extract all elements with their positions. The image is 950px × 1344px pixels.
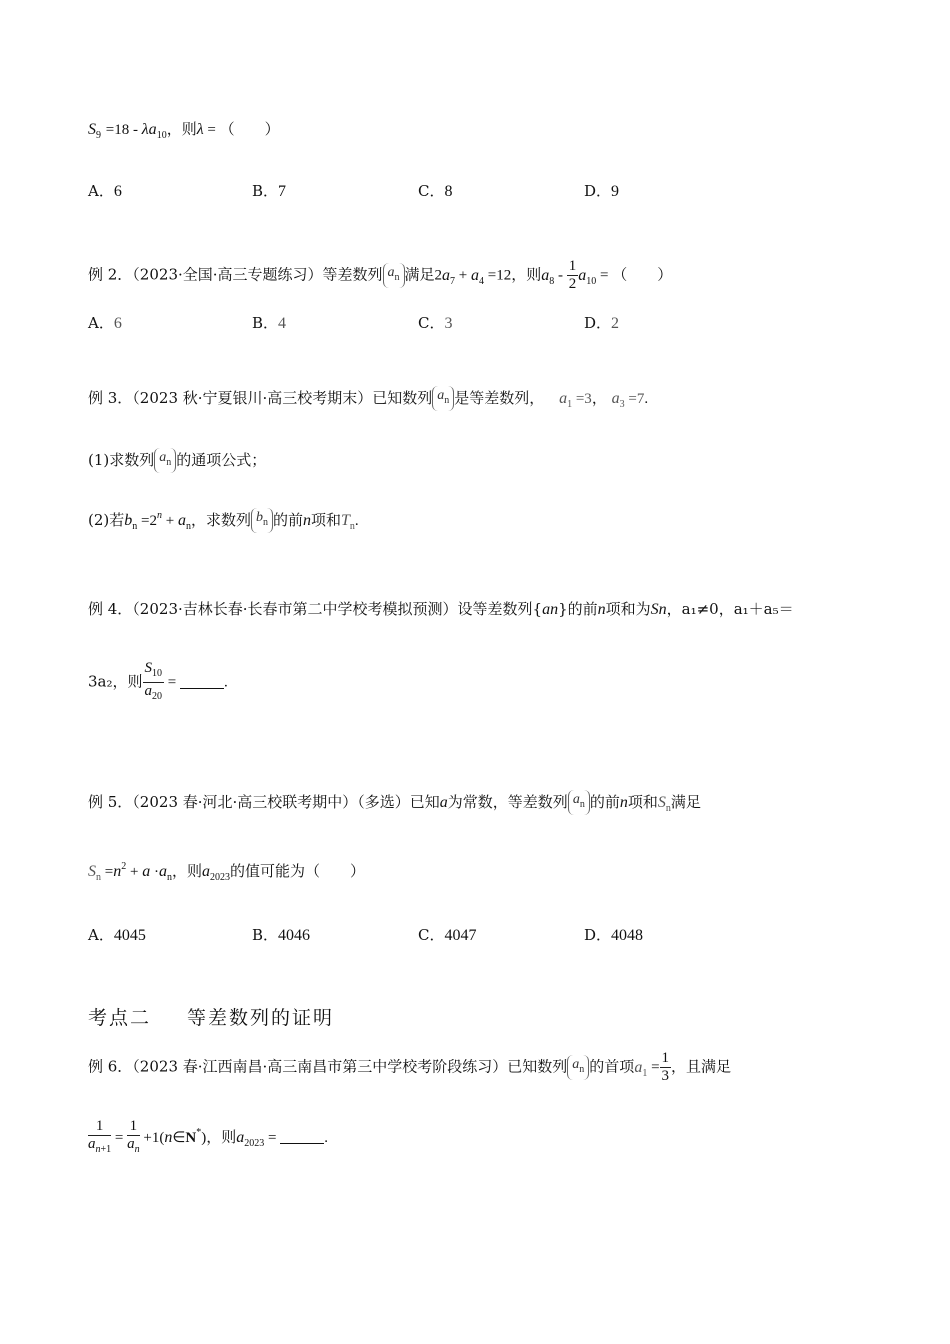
q1-choice-c[interactable]: C．8 <box>418 182 453 200</box>
q5-choice-b[interactable]: B．4046 <box>252 926 311 944</box>
q3-part2: (2)若$b_n =2^n + a_n$，求数列 $b_n$ 的前n项和$T_n$. <box>88 510 359 532</box>
q3-stem: 例 3．（2023 秋·宁夏银川·高三校考期末）已知数列 $a_n$ 是等差数列， $a_1 =3$， $a_3 =7$. <box>88 388 649 410</box>
q1-choice-d[interactable]: D．9 <box>584 182 620 200</box>
q6-stem: 例 6．（2023 春·江西南昌·高三南昌市第三中学校考阶段练习）已知数列 $a_n$ 的首项$a_1$ = $\frac{1}{3}$ ，且满足 <box>88 1050 732 1084</box>
q2-choice-c[interactable]: C．3 <box>418 314 453 332</box>
q6-answer-blank[interactable] <box>280 1129 324 1144</box>
q1-stem: $S_9 =18 - \lambda a_{10}$，则λ = （ ） <box>88 120 280 141</box>
q2-choice-d[interactable]: D．2 <box>584 314 620 332</box>
q6-line2: $\frac{1}{a_{n+1}}$ = $\frac{1}{a_n}$ +1(n∈N*)，则$a_{2023}$ = . <box>88 1118 328 1155</box>
q2-choice-b[interactable]: B．4 <box>252 314 287 332</box>
section-heading: 考点二 等差数列的证明 <box>88 1007 335 1029</box>
q4-stem: 例 4．（2023·吉林长春·长春市第二中学校考模拟预测）设等差数列{an}的前n项和为Sn，a₁≠0，a₁＋a₅＝ <box>88 600 794 618</box>
q5-stem: 例 5．（2023 春·河北·高三校联考期中）（多选）已知a为常数，等差数列 $a_n$ 的前n项和$S_n$满足 <box>88 792 701 814</box>
q4-answer-blank[interactable] <box>180 674 224 689</box>
q2-stem: 例 2．（2023·全国·高三专题练习）等差数列 $a_n$ 满足$2a_7 + a_4 =12$，则$a_8$ - $\frac{1}{2}$ $a_{10}$ = （ ） <box>88 258 673 292</box>
q3-part1: (1)求数列 $a_n$ 的通项公式； <box>88 448 266 473</box>
q4-line2: 3a₂，则 $\frac{S_{10}}{a_{20}}$ = . <box>88 660 228 702</box>
q5-choice-a[interactable]: A．4045 <box>88 926 146 944</box>
q5-line2: $S_n =n^2 + a \cdot a_n$，则$a_{2023}$的值可能为（ ） <box>88 861 365 883</box>
q2-choice-a[interactable]: A．6 <box>88 314 122 332</box>
q5-choice-c[interactable]: C．4047 <box>418 926 477 944</box>
q1-choice-b[interactable]: B．7 <box>252 182 287 200</box>
q1-choice-a[interactable]: A．6 <box>88 182 122 200</box>
q5-choice-d[interactable]: D．4048 <box>584 926 644 944</box>
